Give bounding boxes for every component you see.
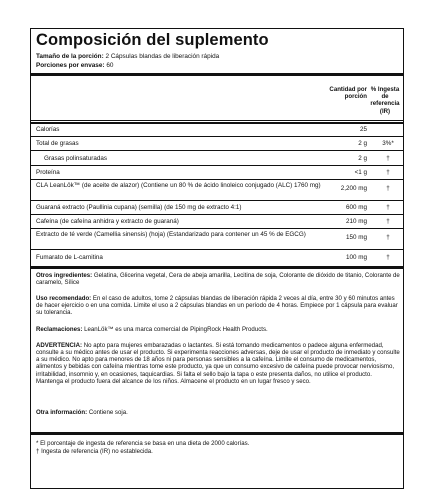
- nutrient-dv: 3%*: [382, 140, 394, 147]
- nutrient-name: Extracto de té verde (Camellia sinensis) (hoja) (Estandarizado para contener un 45 % de EGCG): [36, 231, 306, 238]
- other-info-label: Otra información:: [36, 409, 88, 416]
- recommended-use-label: Uso recomendado:: [36, 295, 92, 302]
- other-ingredients-text: Gelatina, Glicerina vegetal, Cera de abeja amarilla, Lecitina de soja, Colorante de dióxido de titanio, Colorante de caramelo, Sílice: [36, 272, 400, 287]
- nutrient-amount: 25: [359, 126, 367, 133]
- column-header-amount: Cantidad por porción: [329, 86, 367, 101]
- divider: [31, 249, 403, 250]
- nutrient-amount: 600 mg: [345, 204, 367, 211]
- divider: [31, 120, 403, 121]
- nutrient-dv: †: [386, 185, 390, 192]
- nutrient-name: Calorías: [36, 126, 60, 133]
- divider: [31, 165, 403, 166]
- column-header-dv: % Ingesta de referencia (IR): [370, 86, 400, 115]
- serving-size-value: 2 Cápsulas blandas de liberación rápida: [105, 53, 220, 60]
- nutrient-dv: †: [386, 254, 390, 261]
- other-ingredients-label: Otros ingredientes:: [36, 272, 93, 279]
- nutrient-dv: †: [386, 204, 390, 211]
- nutrient-dv: †: [386, 155, 390, 162]
- divider: [31, 200, 403, 201]
- claims-text: LeanLök™ es una marca comercial de PipingRock Health Products.: [84, 326, 268, 333]
- recommended-use-text: En el caso de adultos, tome 2 cápsulas blandas de liberación rápida 2 veces al día, entre 30 y 60 minutos antes de hacer ejercicio o en una comida. Limite el uso a 2 cápsulas blandas en un período de 4 horas. Empiece por 1 cápsula para evaluar su tolerancia.: [36, 295, 398, 317]
- divider-thick: [31, 73, 403, 76]
- divider: [31, 150, 403, 151]
- warning: [36, 342, 400, 385]
- nutrient-amount: 210 mg: [345, 218, 367, 225]
- divider: [31, 136, 403, 137]
- footnote-calories: * El porcentaje de ingesta de referencia se basa en una dieta de 2000 calorías.: [36, 440, 250, 447]
- divider-thick: [31, 266, 403, 269]
- nutrient-name: CLA LeanLök™ (de aceite de alazor) (Contiene un 80 % de ácido linoleico conjugado (ALC) 1760 mg): [36, 182, 321, 189]
- divider: [31, 214, 403, 215]
- servings-value: 60: [106, 62, 114, 69]
- nutrient-amount: 2 g: [358, 140, 367, 147]
- nutrient-dv: †: [386, 169, 390, 176]
- nutrient-name: Proteína: [36, 169, 60, 176]
- nutrient-name: Grasas polinsaturadas: [44, 155, 108, 162]
- panel-title: Composición del suplemento: [36, 31, 269, 49]
- nutrient-amount: 2 g: [358, 155, 367, 162]
- divider: [31, 179, 403, 180]
- warning-text: No apto para mujeres embarazadas o lactantes. Si está tomando medicamentos o padece alguna enfermedad, consulte a su médico antes de usar el producto. Si experimenta reacciones adversas, deje de usar el producto de inmediato y consulte a su médico. No apto para menores de 18 años ni para personas sensibles a la cafeína. Limite el consumo de medicamentos, alimentos y bebidas con cafeína mientras tome este producto, ya que un consumo excesivo de cafeína puede provocar nerviosismo, irritabilidad, insomnio y, en ocasiones, taquicardias. Si falta el sello bajo la tapa o este presenta daños, no utilice el producto. Mantenga el producto fuera del alcance de los niños. Almacene el producto en un lugar fresco y seco.: [36, 342, 400, 385]
- recommended-use: [36, 295, 400, 316]
- nutrient-name: Fumarato de L-carnitina: [36, 254, 103, 261]
- serving-size-label: Tamaño de la porción:: [36, 53, 104, 60]
- nutrient-amount: 2,200 mg: [340, 185, 367, 192]
- nutrient-name: Total de grasas: [36, 140, 79, 147]
- other-ingredients: [36, 272, 400, 286]
- divider-thick: [31, 432, 403, 435]
- other-info-text: Contiene soja.: [88, 409, 128, 416]
- nutrient-amount: 150 mg: [345, 234, 367, 241]
- serving-size: [36, 53, 219, 60]
- servings-per-container: [36, 62, 113, 69]
- footnote-not-established: † Ingesta de referencia (IR) no establecida.: [36, 448, 153, 455]
- nutrient-name: Cafeína (de cafeína anhidra y extracto de guaraná): [36, 218, 179, 225]
- nutrient-amount: <1 g: [354, 169, 367, 176]
- nutrient-amount: 100 mg: [345, 254, 367, 261]
- nutrient-dv: †: [386, 218, 390, 225]
- servings-label: Porciones por envase:: [36, 62, 105, 69]
- divider-thick: [31, 122, 403, 124]
- divider: [31, 228, 403, 229]
- nutrient-dv: †: [386, 234, 390, 241]
- claims-label: Reclamaciones:: [36, 326, 83, 333]
- other-info: [36, 409, 400, 416]
- supplement-facts-panel: [30, 28, 404, 489]
- nutrient-name: Guaraná extracto (Paullinia cupana) (semilla) (de 150 mg de extracto 4:1): [36, 204, 242, 211]
- warning-label: ADVERTENCIA:: [36, 342, 83, 349]
- claims: [36, 326, 400, 333]
